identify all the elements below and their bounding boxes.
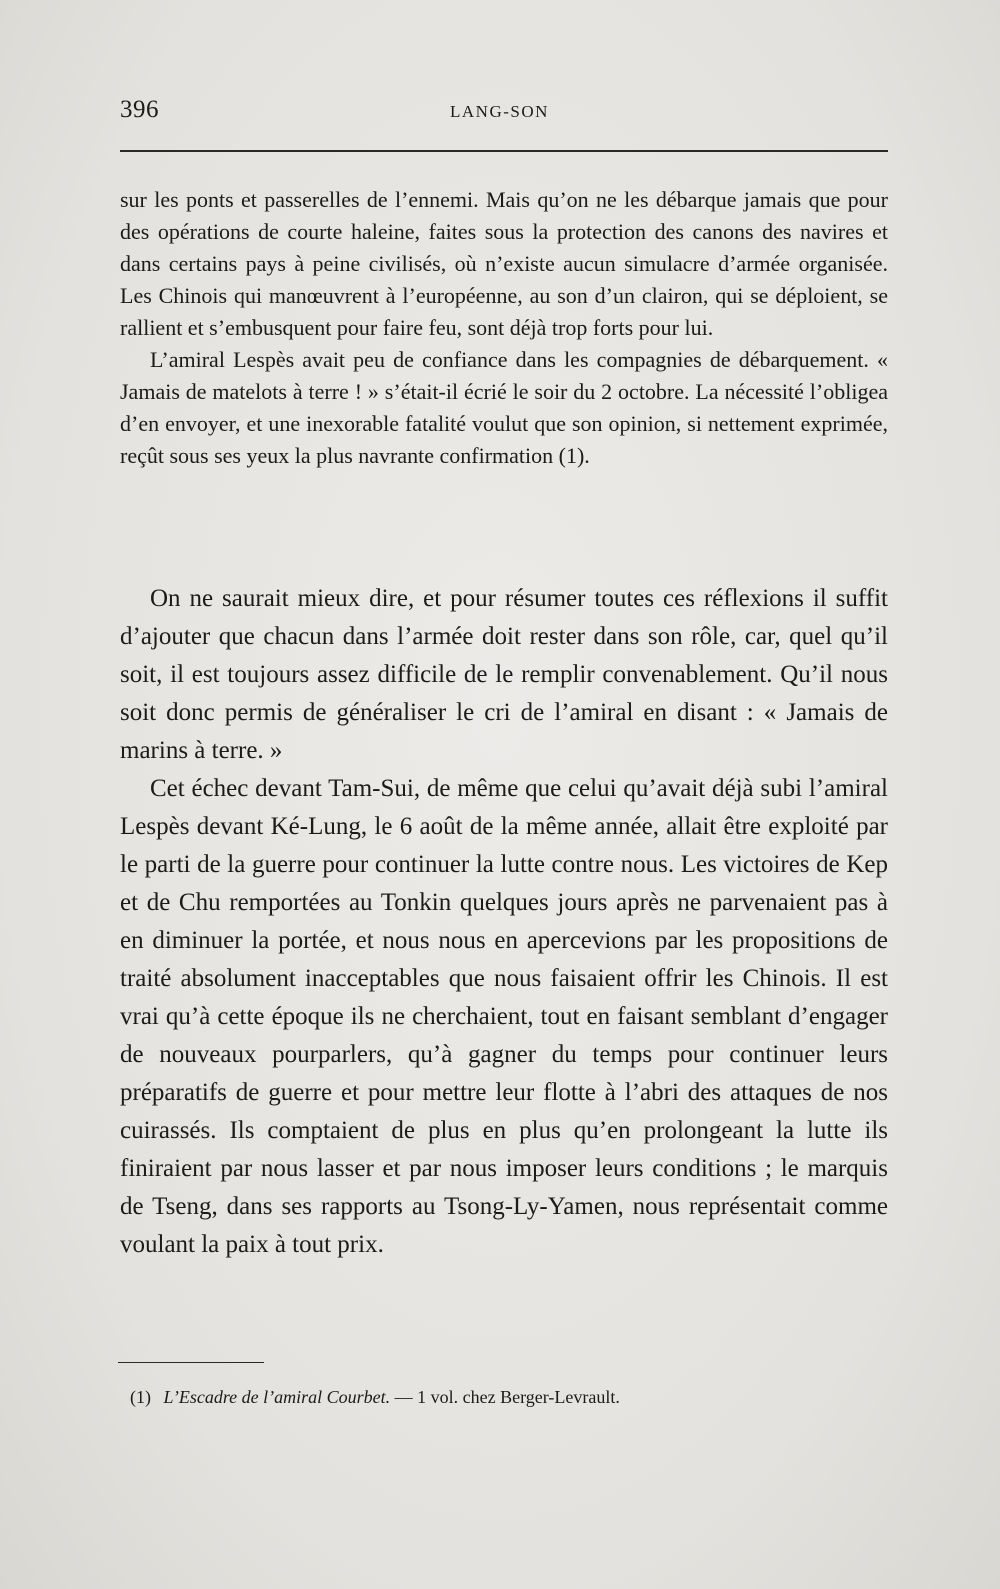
page-number: 396 [120, 96, 159, 123]
footnote-text: — 1 vol. chez Berger-Levrault. [394, 1387, 620, 1407]
main-text [120, 580, 888, 1264]
page-header [120, 96, 890, 130]
main-paragraph-1: On ne saurait mieux dire, et pour résumer toutes ces réflexions il suffit d’ajouter que chacun dans l’armée doit rester dans son rôle, car, quel qu’il soit, il est toujours assez difficile de le remplir convenablement. Qu’il nous soit donc permis de généraliser le cri de l’amiral en disant : « Jamais de marins à terre. » [120, 585, 888, 764]
quoted-paragraph-1: sur les ponts et passerelles de l’ennemi. Mais qu’on ne les débarque jamais que pour des opérations de courte haleine, faites sous la protection des canons des navires et dans certains pays à peine civilisés, où n’existe aucun simulacre d’armée organisée. Les Chinois qui manœuvrent à l’européenne, au son d’un clairon, qui se déploient, se rallient et s’embusquent pour faire feu, sont déjà trop forts pour lui. [120, 187, 888, 340]
header-rule [120, 150, 888, 152]
footnote-mark: (1) [130, 1387, 151, 1407]
footnote-title: L’Escadre de l’amiral Courbet. [163, 1387, 391, 1407]
quoted-paragraph-2: L’amiral Lespès avait peu de confiance dans les compagnies de débarquement. « Jamais de matelots à terre ! » s’était-il écrié le soir du 2 octobre. La nécessité l’obligea d’en envoyer, et une inexorable fatalité voulut que son opinion, si nettement exprimée, reçût sous ses yeux la plus navrante confirmation (1). [120, 347, 888, 468]
quoted-passage [120, 184, 888, 472]
running-title: LANG-SON [450, 102, 549, 121]
footnote-rule [118, 1362, 264, 1363]
footnote [130, 1385, 870, 1409]
main-paragraph-2: Cet échec devant Tam-Sui, de même que celui qu’avait déjà subi l’amiral Lespès devant Ké-Lung, le 6 août de la même année, allait être exploité par le parti de la guerre pour continuer la lutte contre nous. Les victoires de Kep et de Chu remportées au Tonkin quelques jours après ne parvenaient pas à en diminuer la portée, et nous nous en apercevions par les propositions de traité absolument inacceptables que nous faisaient offrir les Chinois. Il est vrai qu’à cette époque ils ne cherchaient, tout en faisant semblant d’engager de nouveaux pourparlers, qu’à gagner du temps pour continuer leurs préparatifs de guerre et pour mettre leur flotte à l’abri des attaques de nos cuirassés. Ils comptaient de plus en plus qu’en prolongeant la lutte ils finiraient par nous lasser et par nous imposer leurs conditions ; le marquis de Tseng, dans ses rapports au Tsong-Ly-Yamen, nous représentait comme voulant la paix à tout prix. [120, 775, 888, 1258]
